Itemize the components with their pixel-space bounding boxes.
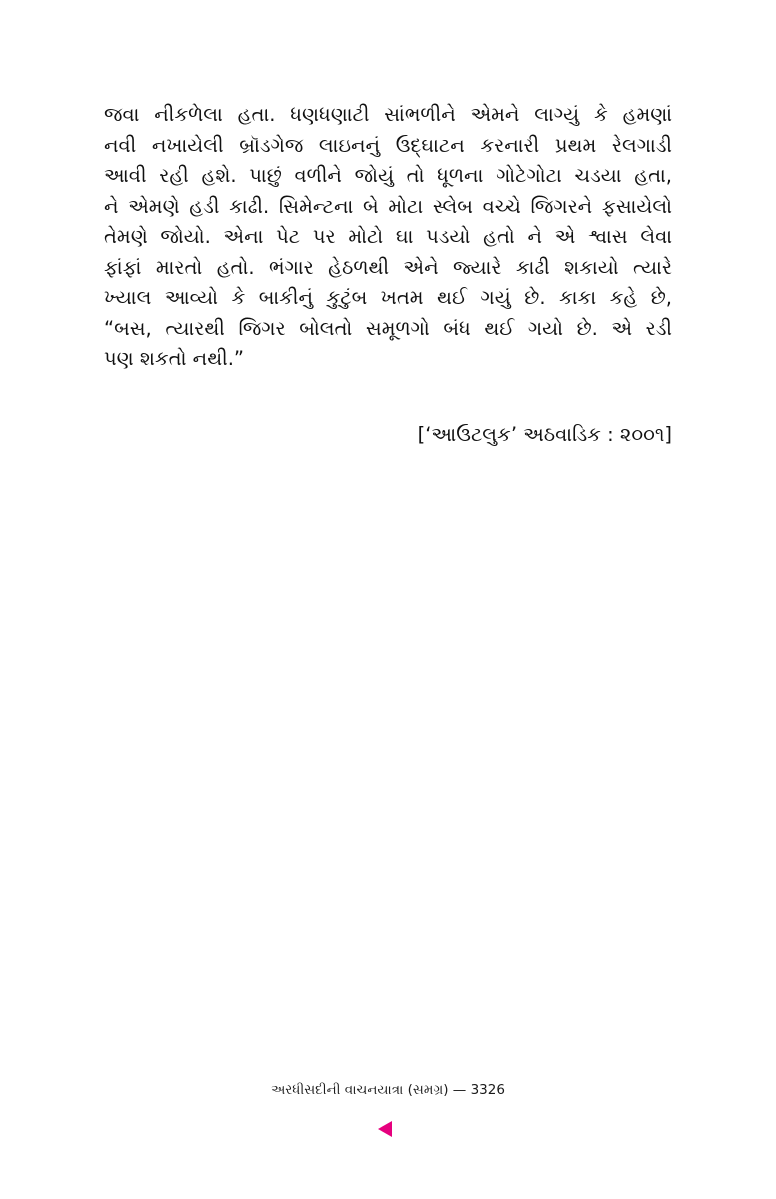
source-citation: [‘આઉટલુક’ અઠવાડિક : ૨૦૦૧]: [417, 423, 672, 446]
body-line-9: પણ શકતો નથી.”: [104, 347, 245, 370]
body-line-8: “બસ, ત્યારથી જિગર બોલતો સમૂળગો બંધ થઈ ગયો છે. એ રડી: [104, 316, 672, 340]
body-line-5: તેમણે જોયો. એના પેટ પર મોટો ઘા પડયો હતો ને એ શ્વાસ લેવા: [104, 225, 672, 248]
body-line-2: નવી નખાયેલી બ્રૉડગેજ લાઇનનું ઉદ્ઘાટન કરનારી પ્રથમ રેલગાડી: [104, 133, 672, 157]
body-line-1: જવા નીકળેલા હતા. ધણધણાટી સાંભળીને એમને લાગ્યું કે હમણાં: [104, 103, 672, 126]
body-line-7: ખ્યાલ આવ્યો કે બાકીનું કુટુંબ ખતમ થઈ ગયું છે. કાકા કહે છે,: [104, 286, 672, 309]
body-line-6: ફાંફાં મારતો હતો. ભંગાર હેઠળથી એને જ્યારે કાઢી શકાયો ત્યારે: [104, 255, 672, 279]
body-line-3: આવી રહી હશે. પાછું વળીને જોયું તો ધૂળના ગોટેગોટા ચડયા હતા,: [104, 164, 672, 187]
body-line-4: ને એમણે હડી કાઢી. સિમેન્ટના બે મોટા સ્લેબ વચ્ચે જિગરને ફસાયેલો: [104, 194, 672, 218]
page-footer: અરધીસદીની વાચનયાત્રા (સમગ્ર) — 3326: [271, 1082, 505, 1098]
article-body: [104, 100, 672, 375]
triangle-left-icon[interactable]: [378, 1121, 392, 1137]
